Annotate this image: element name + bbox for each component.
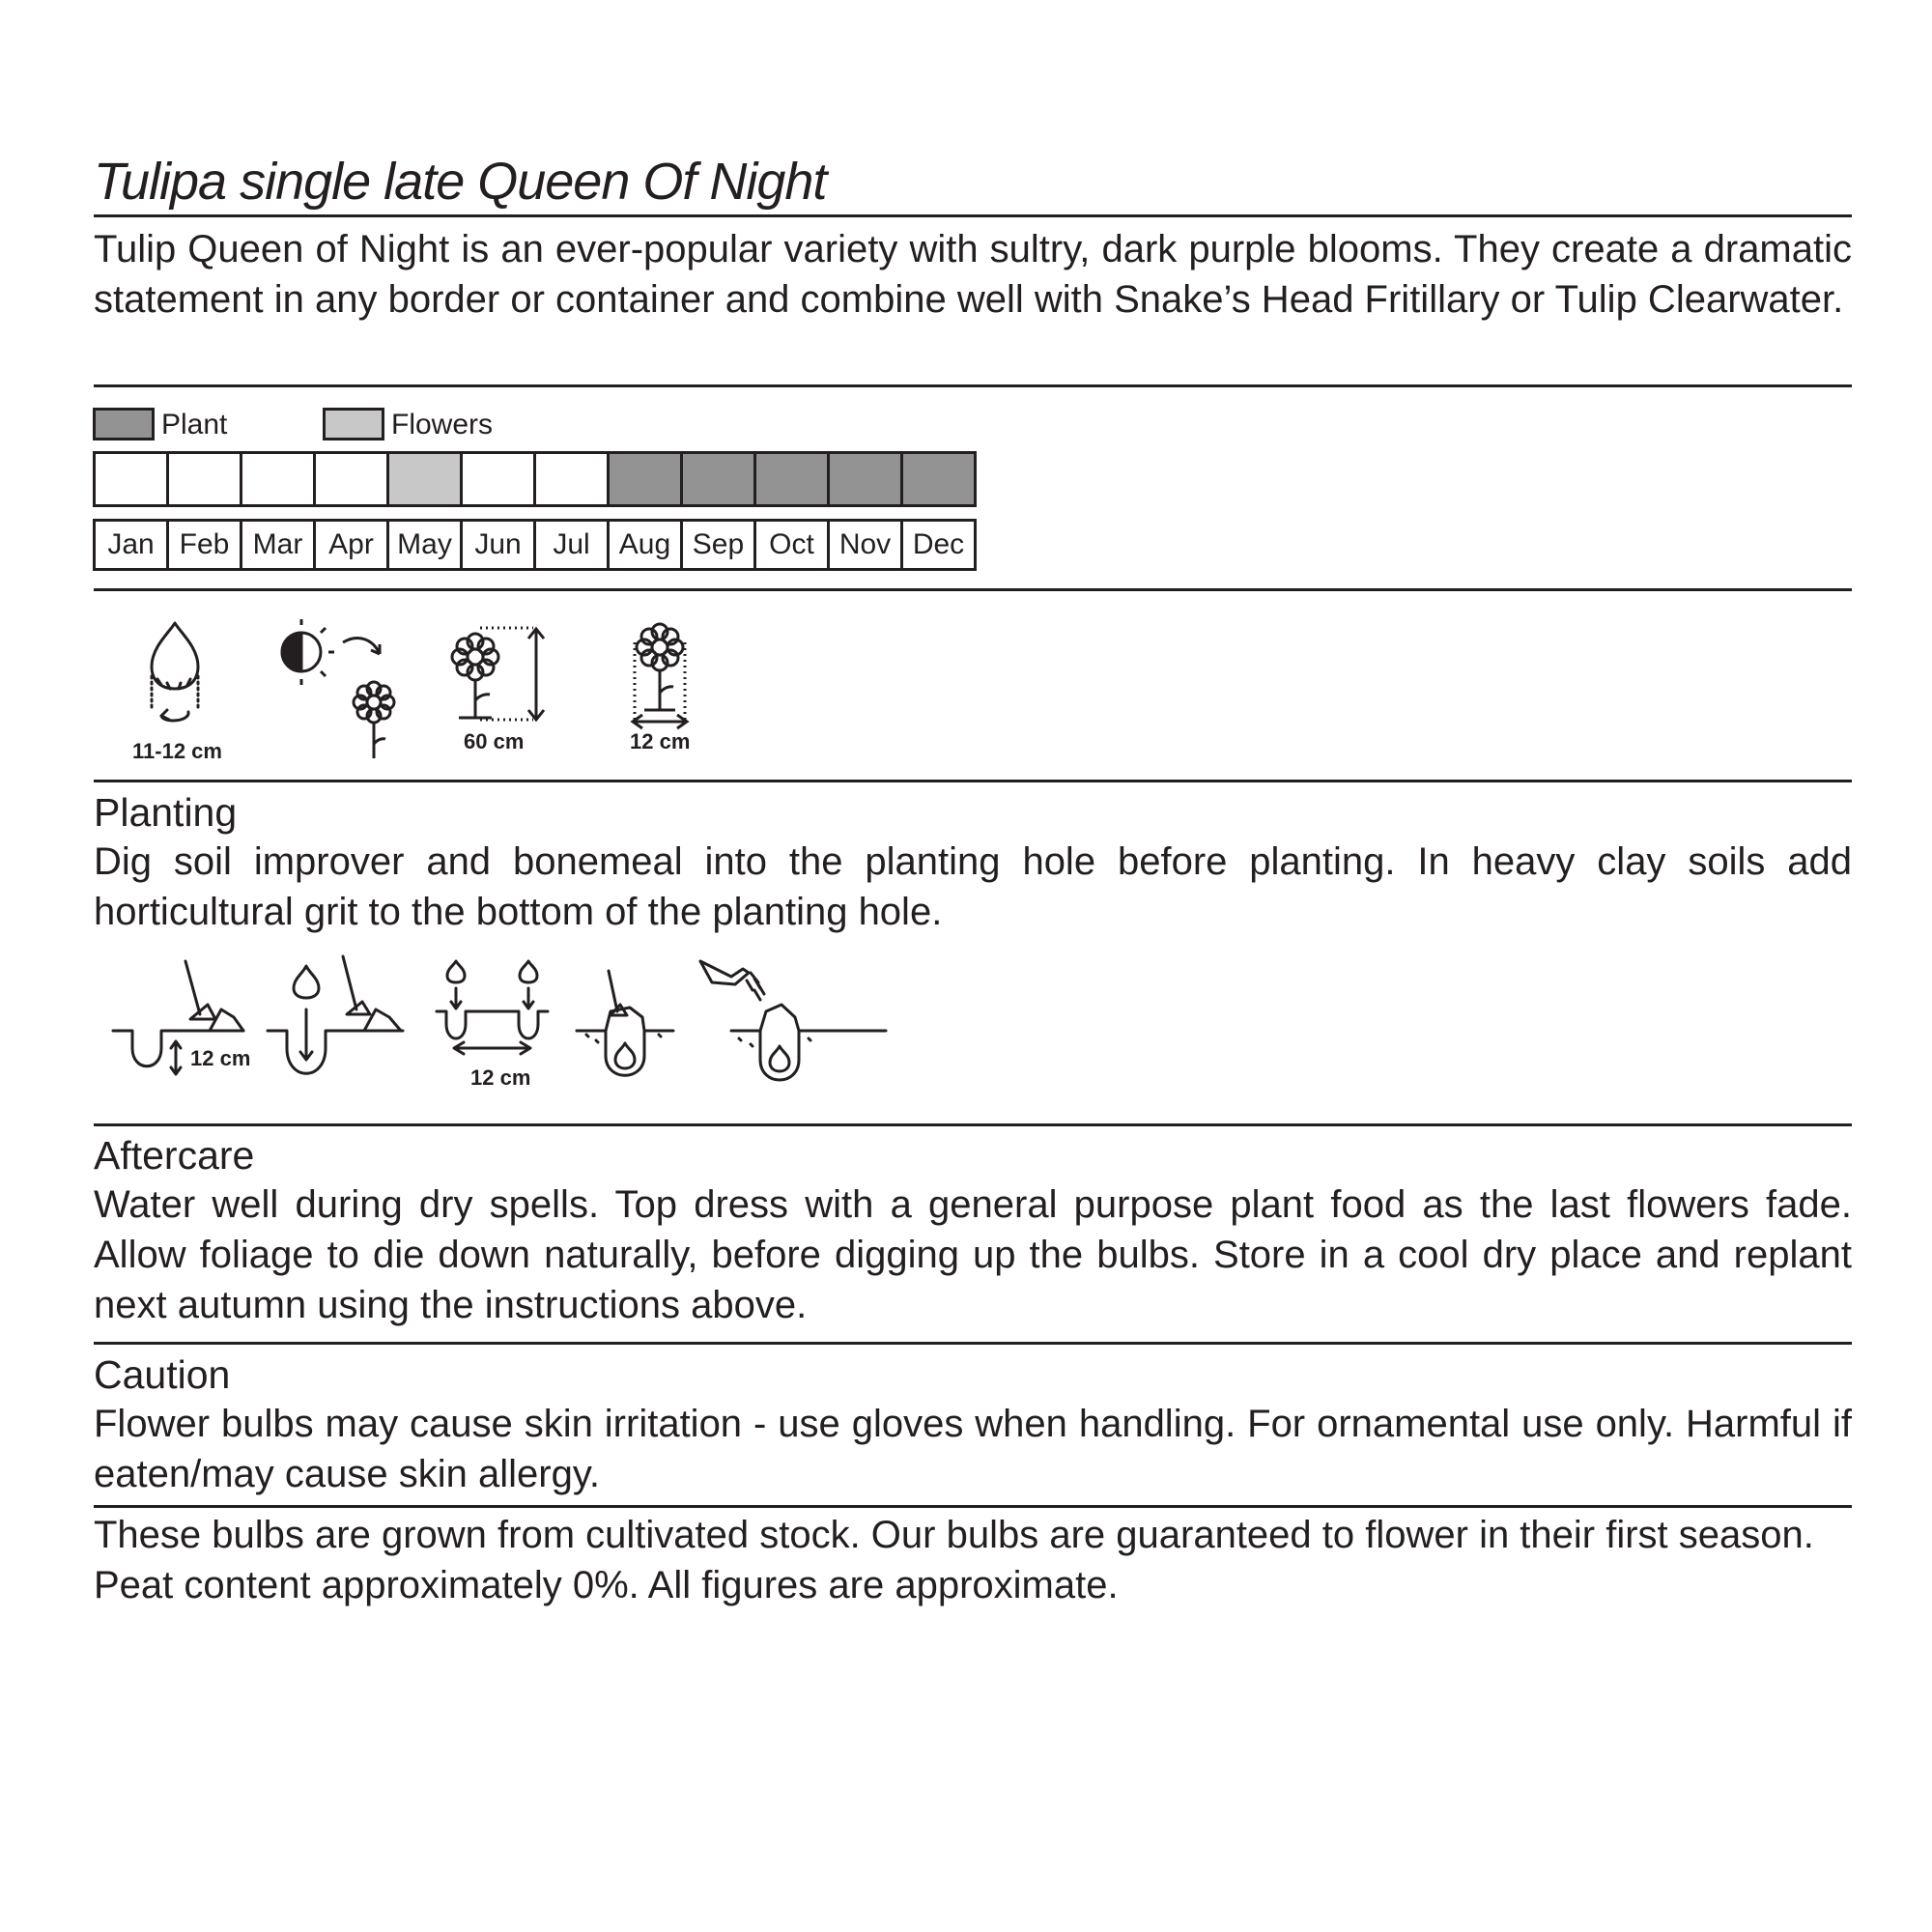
spacing-icon [633,624,687,728]
description: Tulip Queen of Night is an ever-popular variety with sultry, dark purple blooms. They create a dramatic statement in any border or container and combine well with Snake’s Head Fritillary or Tulip Clearwater. [94,228,1852,321]
month-label: Apr [313,519,389,571]
calendar-cell-jun [460,451,536,507]
bulb-spacing-icon [437,961,548,1054]
month-label: Aug [607,519,683,571]
calendar-cell-jan [93,451,169,507]
month-label: Oct [753,519,830,571]
divider [94,384,1852,387]
plant-legend-swatch [93,408,155,440]
month-label: May [386,519,463,571]
step1-depth-label: 12 cm [190,1046,251,1070]
month-label: Jan [93,519,169,571]
calendar-cell-sep [680,451,756,507]
month-label: Mar [240,519,316,571]
small-flower-icon [354,682,394,758]
height-icon [452,628,544,720]
month-label: Jun [460,519,536,571]
flowers-legend-swatch [323,408,384,440]
month-label: Feb [166,519,242,571]
calendar-cell-dec [900,451,977,507]
month-label: Jul [533,519,610,571]
calendar-cell-mar [240,451,316,507]
divider [94,1505,1852,1508]
info-icons [94,604,770,768]
spacing-label: 12 cm [630,729,691,753]
depth-label: 11-12 cm [132,739,222,763]
caution-text: Flower bulbs may cause skin irritation - use gloves when handling. For ornamental use only. Harmful if eaten/may cause skin allergy. [94,1403,1852,1495]
half-sun-icon [282,619,380,685]
calendar-cell-oct [753,451,830,507]
calendar-month-row [93,519,977,571]
calendar-cell-aug [607,451,683,507]
planting-heading: Planting [94,790,238,835]
divider [94,1342,1852,1345]
calendar-cell-nov [827,451,903,507]
aftercare-heading: Aftercare [94,1133,255,1178]
month-label: Sep [680,519,756,571]
calendar-cell-jul [533,451,610,507]
bulb-depth-icon [152,623,198,721]
flowers-legend-label: Flowers [391,409,494,440]
month-label: Dec [900,519,977,571]
planting-steps [94,952,905,1096]
month-label: Nov [827,519,903,571]
aftercare-text: Water well during dry spells. Top dress with a general purpose plant food as the last flowers fade. Allow foliage to die down naturally, before digging up the bulbs. Store in a cool dry place and replant next autumn using the instructions above. [94,1183,1852,1326]
divider [94,214,1852,217]
water-bulb-icon [700,961,886,1080]
divider [94,1123,1852,1126]
calendar-status-row [93,451,977,507]
divider [94,588,1852,591]
calendar-cell-apr [313,451,389,507]
calendar-cell-may [386,451,463,507]
caution-heading: Caution [94,1352,231,1397]
planting-text: Dig soil improver and bonemeal into the planting hole before planting. In heavy clay soils add horticultural grit to the bottom of the planting hole. [94,840,1852,933]
plant-legend-label: Plant [161,409,228,440]
calendar-cell-feb [166,451,242,507]
divider [94,780,1852,782]
bulb-in-hole-icon [268,956,403,1073]
height-label: 60 cm [464,729,525,753]
cover-bulb-icon [577,971,673,1075]
footer-text: These bulbs are grown from cultivated stock. Our bulbs are guaranteed to flower in their first season. Peat content approximately 0%. All figures are approximate. [94,1514,1814,1606]
step3-spacing-label: 12 cm [470,1065,531,1090]
product-title: Tulipa single late Queen Of Night [94,153,827,211]
